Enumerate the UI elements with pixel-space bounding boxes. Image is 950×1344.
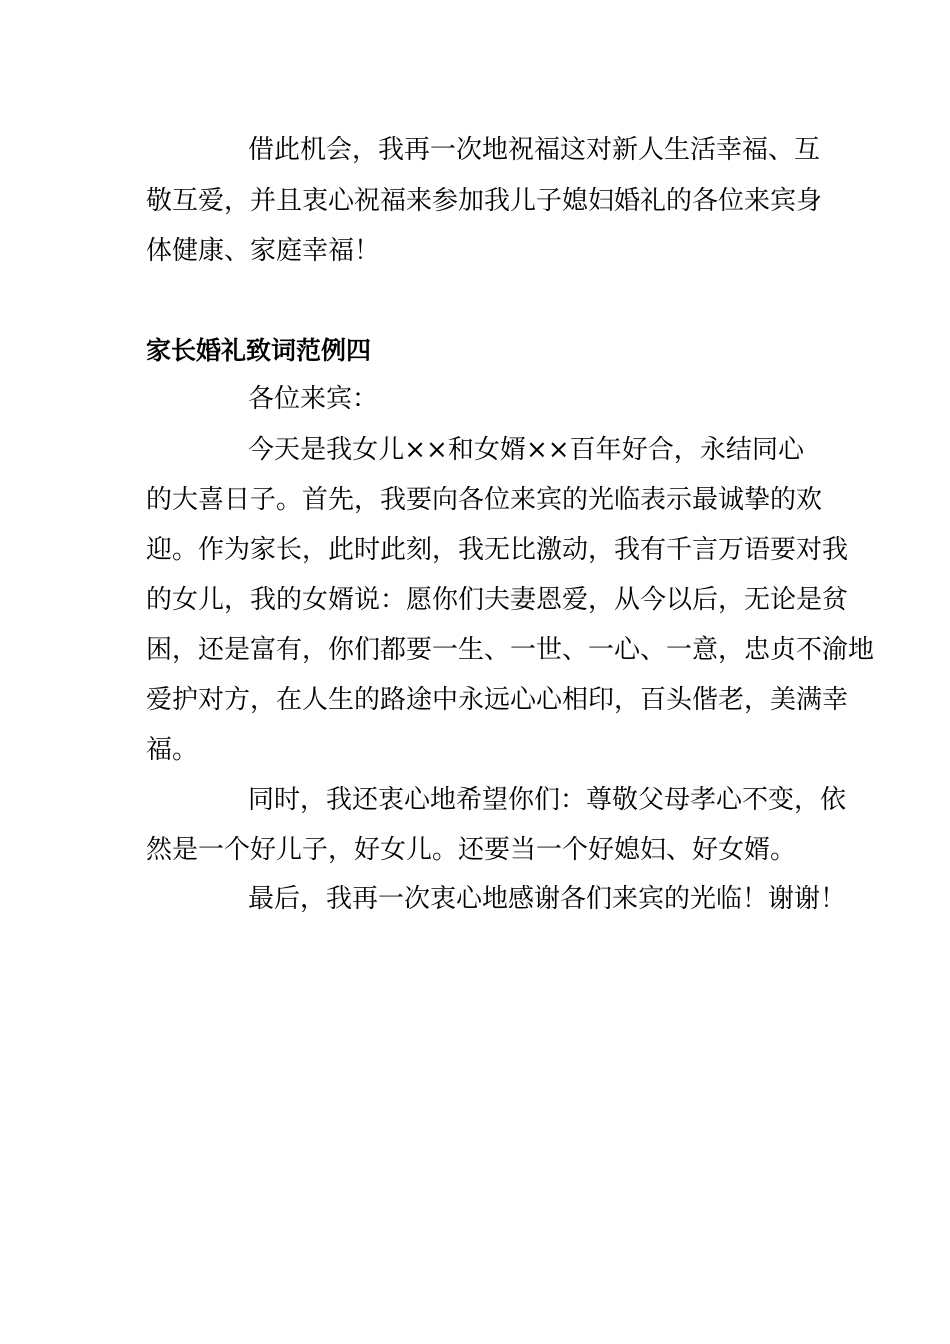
paragraph-line: 爱护对方，在人生的路途中永远心心相印，百头偕老，美满幸 <box>146 685 849 715</box>
paragraph-line: 然是一个好儿子，好女儿。还要当一个好媳妇、好女婿。 <box>146 835 797 865</box>
paragraph-line: 借此机会，我再一次地祝福这对新人生活幸福、互 <box>248 135 821 165</box>
paragraph-line: 今天是我女儿××和女婿××百年好合，永结同心 <box>248 435 804 465</box>
paragraph-line: 敬互爱，并且衷心祝福来参加我儿子媳妇婚礼的各位来宾身 <box>146 186 823 216</box>
paragraph-line: 困，还是富有，你们都要一生、一世、一心、一意，忠贞不渝地 <box>146 635 875 665</box>
section-heading: 家长婚礼致词范例四 <box>146 336 372 365</box>
paragraph-line: 福。 <box>146 735 199 765</box>
paragraph-line: 同时，我还衷心地希望你们：尊敬父母孝心不变，依 <box>248 785 847 815</box>
paragraph-line: 的女儿，我的女婿说：愿你们夫妻恩爱，从今以后，无论是贫 <box>146 585 849 615</box>
paragraph-line: 体健康、家庭幸福！ <box>146 236 381 266</box>
paragraph-line: 的大喜日子。首先，我要向各位来宾的光临表示最诚挚的欢 <box>146 485 823 515</box>
salutation: 各位来宾： <box>248 384 379 414</box>
paragraph-line: 迎。作为家长，此时此刻，我无比激动，我有千言万语要对我 <box>146 535 849 565</box>
paragraph-line: 最后，我再一次衷心地感谢各们来宾的光临！谢谢！ <box>248 884 847 914</box>
